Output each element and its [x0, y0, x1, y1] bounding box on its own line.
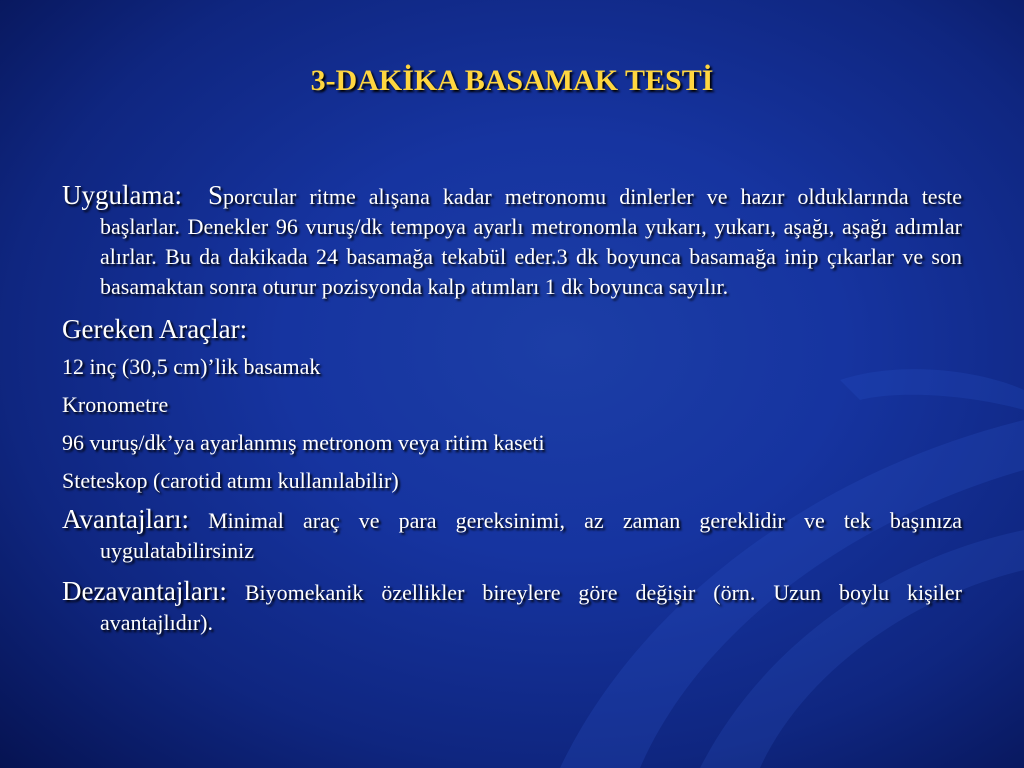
dezavantajlari-label: Dezavantajları:: [62, 576, 227, 606]
slide-title: 3-DAKİKA BASAMAK TESTİ: [310, 64, 714, 97]
arac-item-basamak: 12 inç (30,5 cm)’lik basamak: [62, 354, 321, 379]
uygulama-label: Uygulama:: [62, 180, 182, 210]
slide-content: [62, 180, 962, 648]
araclar-heading: Gereken Araçlar:: [62, 314, 248, 344]
uygulama-first-letter: S: [208, 180, 224, 210]
avantajlari-label: Avantajları:: [62, 504, 189, 534]
arac-item-steteskop: Steteskop (carotid atımı kullanılabilir): [62, 468, 399, 493]
dezavantajlari-text: Biyomekanik özellikler bireylere göre değişir (örn. Uzun boylu kişiler avantajlıdır).: [100, 580, 962, 635]
uygulama-text: porcular ritme alışana kadar metronomu dinlerler ve hazır olduklarında teste başlarlar. Denekler 96 vuruş/dk tempoya ayarlı metronomla yukarı, yukarı, aşağı, aşağı adımlar alırlar. Bu da dakikada 24 basamağa tekabül eder.3 dk boyunca basamağa inip çıkarlar ve son basamaktan sonra oturur pozisyonda kalp atımları 1 dk boyunca sayılır.: [100, 184, 963, 299]
arac-item-metronom: 96 vuruş/dk’ya ayarlanmış metronom veya ritim kaseti: [62, 430, 545, 455]
avantajlari-text: Minimal araç ve para gereksinimi, az zaman gereklidir ve tek başınıza uygulatabilirsiniz: [100, 508, 963, 563]
avantajlari-paragraph: [62, 504, 962, 566]
arac-item-kronometre: Kronometre: [62, 392, 169, 417]
uygulama-paragraph: [62, 180, 962, 302]
dezavantajlari-paragraph: [62, 576, 962, 638]
